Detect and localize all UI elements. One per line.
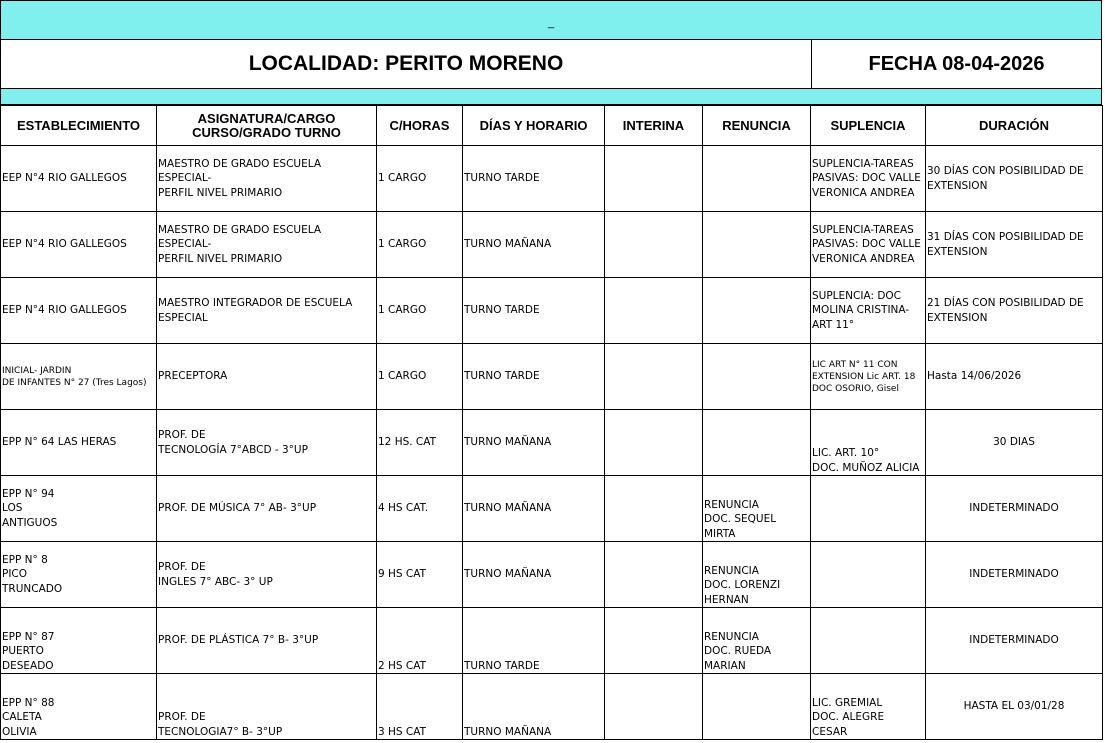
cell-horas: 2 HS CAT <box>377 608 463 674</box>
cell-asignatura: PROF. DE TECNOLOGIA7° B- 3°UP <box>157 674 377 740</box>
cell-interina <box>605 146 703 212</box>
cell-duracion: INDETERMINADO <box>926 542 1103 608</box>
cell-interina <box>605 542 703 608</box>
cell-establecimiento: EPP N° 8 PICO TRUNCADO <box>1 542 157 608</box>
cell-duracion: Hasta 14/06/2026 <box>926 344 1103 410</box>
cell-horas: 9 HS CAT <box>377 542 463 608</box>
col-header-horario: DÍAS Y HORARIO <box>463 106 605 146</box>
cell-suplencia: LIC. ART. 10° DOC. MUÑOZ ALICIA <box>811 410 926 476</box>
table-row <box>1 212 1103 278</box>
separator-band <box>0 89 1102 105</box>
cell-duracion: INDETERMINADO <box>926 476 1103 542</box>
cell-asignatura: MAESTRO DE GRADO ESCUELA ESPECIAL- PERFIL NIVEL PRIMARIO <box>157 212 377 278</box>
cell-establecimiento: INICIAL- JARDIN DE INFANTES N° 27 (Tres Lagos) <box>1 344 157 410</box>
cell-renuncia <box>703 146 811 212</box>
cell-establecimiento: EEP N°4 RIO GALLEGOS <box>1 278 157 344</box>
cell-horario: TURNO MAÑANA <box>463 542 605 608</box>
cell-duracion: INDETERMINADO <box>926 608 1103 674</box>
cell-asignatura: PROF. DE PLÁSTICA 7° B- 3°UP <box>157 608 377 674</box>
table-row <box>1 608 1103 674</box>
cell-horario: TURNO TARDE <box>463 344 605 410</box>
cell-renuncia <box>703 212 811 278</box>
cell-asignatura: PRECEPTORA <box>157 344 377 410</box>
cell-renuncia: RENUNCIA DOC. RUEDA MARIAN <box>703 608 811 674</box>
col-header-establecimiento: ESTABLECIMIENTO <box>1 106 157 146</box>
table-row <box>1 278 1103 344</box>
cell-renuncia <box>703 344 811 410</box>
cell-establecimiento: EPP N° 88 CALETA OLIVIA <box>1 674 157 740</box>
cell-horas: 1 CARGO <box>377 146 463 212</box>
cell-interina <box>605 608 703 674</box>
cell-establecimiento: EEP N°4 RIO GALLEGOS <box>1 212 157 278</box>
cell-interina <box>605 410 703 476</box>
col-header-suplencia: SUPLENCIA <box>811 106 926 146</box>
cell-duracion: HASTA EL 03/01/28 <box>926 674 1103 740</box>
table-header-row <box>1 106 1103 146</box>
cell-horario: TURNO TARDE <box>463 146 605 212</box>
band-mark: _ <box>547 17 555 29</box>
cell-interina <box>605 212 703 278</box>
cell-duracion: 30 DIAS <box>926 410 1103 476</box>
cell-asignatura: PROF. DE INGLES 7° ABC- 3° UP <box>157 542 377 608</box>
cell-establecimiento: EPP N° 64 LAS HERAS <box>1 410 157 476</box>
cell-suplencia: SUPLENCIA: DOC MOLINA CRISTINA- ART 11° <box>811 278 926 344</box>
cell-renuncia <box>703 278 811 344</box>
cell-horario: TURNO TARDE <box>463 278 605 344</box>
col-header-horas: C/HORAS <box>377 106 463 146</box>
cell-establecimiento: EPP N° 94 LOS ANTIGUOS <box>1 476 157 542</box>
col-header-duracion: DURACIÓN <box>926 106 1103 146</box>
cell-asignatura: PROF. DE TECNOLOGÍA 7°ABCD - 3°UP <box>157 410 377 476</box>
cell-horario: TURNO TARDE <box>463 608 605 674</box>
cell-horas: 1 CARGO <box>377 344 463 410</box>
cell-renuncia: RENUNCIA DOC. SEQUEL MIRTA <box>703 476 811 542</box>
table-row <box>1 674 1103 740</box>
cell-establecimiento: EPP N° 87 PUERTO DESEADO <box>1 608 157 674</box>
page-title: LOCALIDAD: PERITO MORENO <box>1 40 812 88</box>
cell-horas: 4 HS CAT. <box>377 476 463 542</box>
cell-horas: 1 CARGO <box>377 278 463 344</box>
col-header-interina: INTERINA <box>605 106 703 146</box>
cell-interina <box>605 278 703 344</box>
header-band <box>0 0 1102 40</box>
title-row <box>0 40 1102 89</box>
table-row <box>1 410 1103 476</box>
cell-horario: TURNO MAÑANA <box>463 410 605 476</box>
cell-interina <box>605 476 703 542</box>
cell-asignatura: MAESTRO DE GRADO ESCUELA ESPECIAL- PERFIL NIVEL PRIMARIO <box>157 146 377 212</box>
cell-suplencia: LIC ART N° 11 CON EXTENSION Lic ART. 18 DOC OSORIO, Gisel <box>811 344 926 410</box>
table-row <box>1 476 1103 542</box>
cell-suplencia <box>811 476 926 542</box>
cell-suplencia: SUPLENCIA-TAREAS PASIVAS: DOC VALLE VERONICA ANDREA <box>811 146 926 212</box>
cell-horas: 12 HS. CAT <box>377 410 463 476</box>
cell-suplencia: LIC. GREMIAL DOC. ALEGRE CESAR <box>811 674 926 740</box>
cell-horas: 3 HS CAT <box>377 674 463 740</box>
cell-horario: TURNO MAÑANA <box>463 674 605 740</box>
table-row <box>1 344 1103 410</box>
cell-asignatura: MAESTRO INTEGRADOR DE ESCUELA ESPECIAL <box>157 278 377 344</box>
cell-renuncia <box>703 674 811 740</box>
cell-interina <box>605 674 703 740</box>
cell-horas: 1 CARGO <box>377 212 463 278</box>
cell-asignatura: PROF. DE MÚSICA 7° AB- 3°UP <box>157 476 377 542</box>
cell-horario: TURNO MAÑANA <box>463 476 605 542</box>
cell-duracion: 31 DÍAS CON POSIBILIDAD DE EXTENSION <box>926 212 1103 278</box>
date-label: FECHA 08-04-2026 <box>868 52 1045 75</box>
cell-duracion: 30 DÍAS CON POSIBILIDAD DE EXTENSION <box>926 146 1103 212</box>
table-row <box>1 146 1103 212</box>
cell-interina <box>605 344 703 410</box>
cell-suplencia <box>811 542 926 608</box>
cell-horario: TURNO MAÑANA <box>463 212 605 278</box>
col-header-renuncia: RENUNCIA <box>703 106 811 146</box>
cell-suplencia <box>811 608 926 674</box>
cell-establecimiento: EEP N°4 RIO GALLEGOS <box>1 146 157 212</box>
cell-renuncia <box>703 410 811 476</box>
cell-renuncia: RENUNCIA DOC. LORENZI HERNAN <box>703 542 811 608</box>
cell-duracion: 21 DÍAS CON POSIBILIDAD DE EXTENSION <box>926 278 1103 344</box>
col-header-asignatura: ASIGNATURA/CARGO CURSO/GRADO TURNO <box>157 106 377 146</box>
table-row <box>1 542 1103 608</box>
cell-suplencia: SUPLENCIA-TAREAS PASIVAS: DOC VALLE VERONICA ANDREA <box>811 212 926 278</box>
vacancy-table <box>0 105 1103 740</box>
